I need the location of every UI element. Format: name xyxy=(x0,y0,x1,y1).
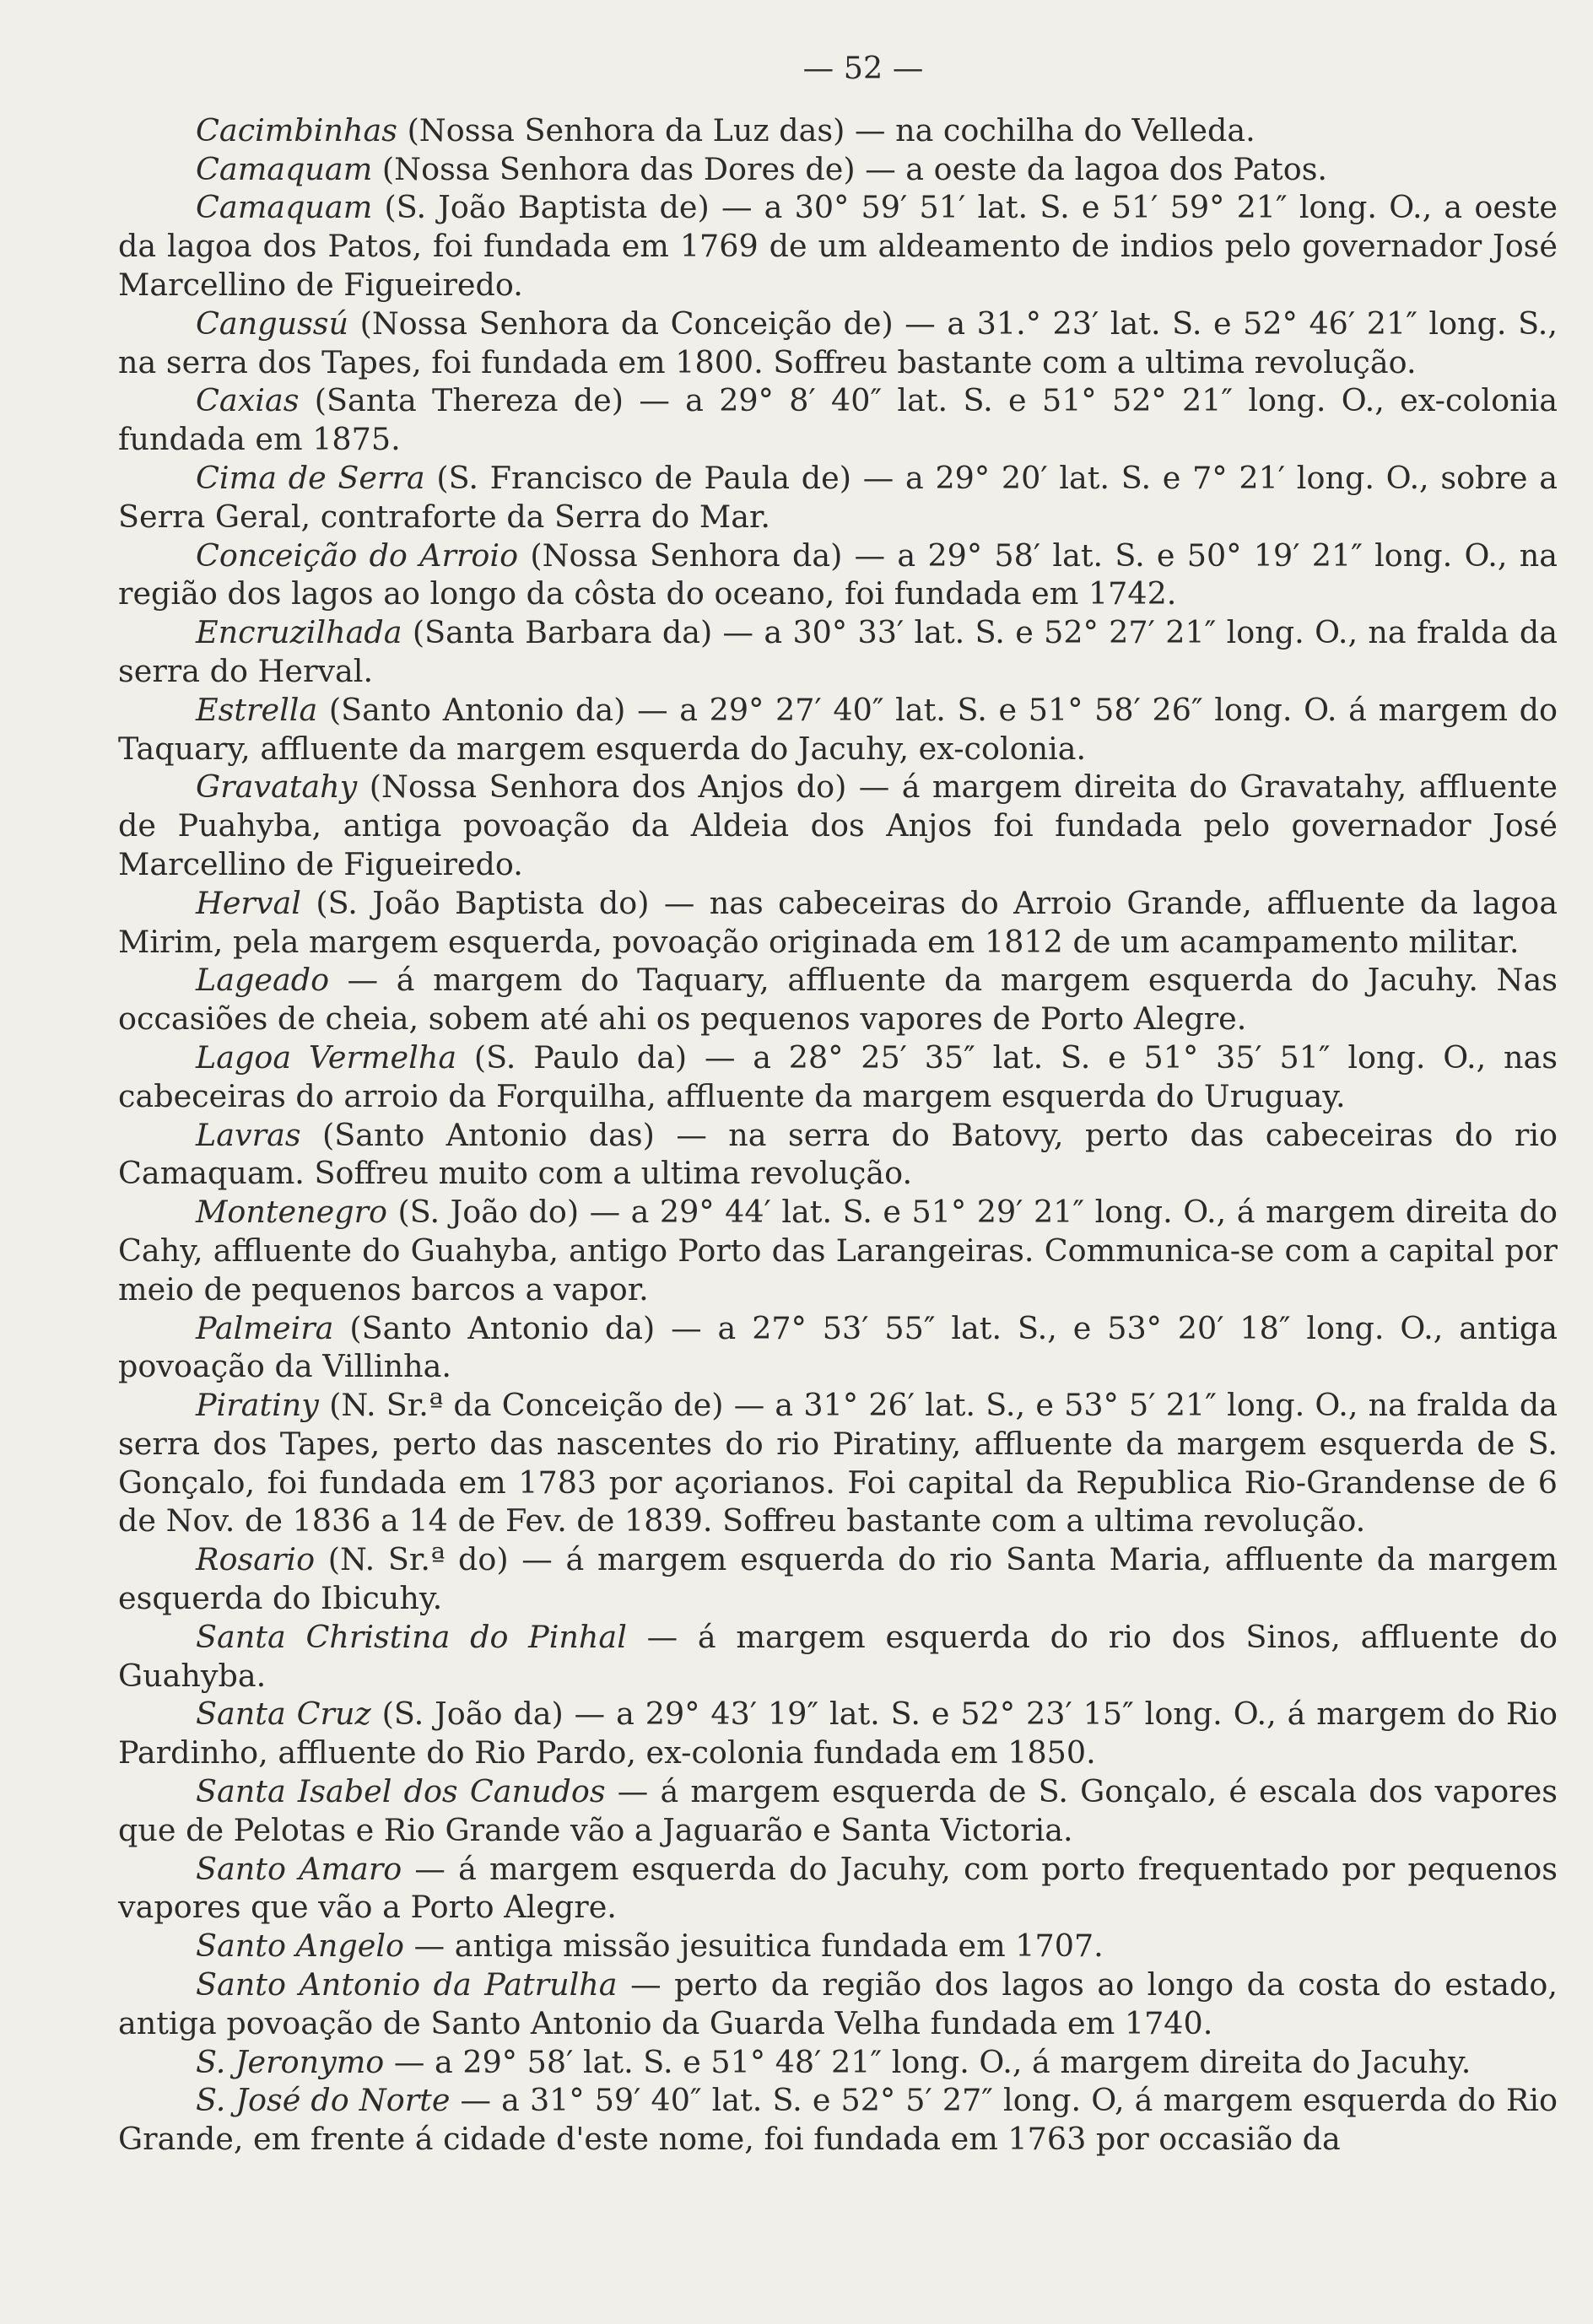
place-entry xyxy=(118,537,1558,614)
place-name: Rosario xyxy=(196,1541,316,1578)
place-name: Palmeira xyxy=(196,1309,334,1346)
place-name: Conceição do Arroio xyxy=(196,537,519,574)
place-entry xyxy=(118,1850,1558,1928)
place-description: (S. João Baptista de) — a 30° 59′ 51′ lat. S. e 51′ 59° 21″ long. O., a oeste da lagoa dos Patos, foi fundada em 1769 de um aldeamento de indios pelo governador José Marcellino de Figueiredo. xyxy=(118,189,1558,303)
place-description: — a 31° 59′ 40″ lat. S. e 52° 5′ 27″ long. O, á margem esquerda do Rio Grande, em frente á cidade d'este nome, foi fundada em 1763 por occasião da xyxy=(118,2082,1558,2158)
place-description: — á margem esquerda do rio dos Sinos, affluente do Guahyba. xyxy=(118,1618,1558,1694)
place-name: Santa Isabel dos Canudos xyxy=(196,1773,606,1810)
place-name: Cima de Serra xyxy=(196,459,425,496)
place-entry xyxy=(118,1695,1558,1772)
place-entry xyxy=(118,1038,1558,1116)
book-page xyxy=(118,49,1558,2159)
place-description: (Nossa Senhora da Luz das) — na cochilha do Velleda. xyxy=(397,111,1256,148)
place-entry xyxy=(118,111,1558,150)
place-name: Camaquam xyxy=(196,150,373,187)
place-name: S. José do Norte xyxy=(196,2082,451,2119)
place-name: S. Jeronymo xyxy=(196,2043,385,2080)
place-entry xyxy=(118,768,1558,883)
place-description: — á margem do Taquary, affluente da margem esquerda do Jacuhy. Nas occasiões de cheia, sobem até ahi os pequenos vapores de Porto Alegre. xyxy=(118,962,1558,1038)
place-entry xyxy=(118,613,1558,691)
place-name: Santo Angelo xyxy=(196,1928,404,1965)
place-name: Gravatahy xyxy=(196,768,358,806)
place-name: Lageado xyxy=(196,962,330,999)
place-entry xyxy=(118,1772,1558,1850)
place-description: (S. Paulo da) — a 28° 25′ 35″ lat. S. e 51° 35′ 51″ long. O., nas cabeceiras do arroio da Forquilha, affluente da margem esquerda do Uruguay. xyxy=(118,1038,1558,1114)
place-name: Piratiny xyxy=(196,1387,319,1424)
place-entry xyxy=(118,1618,1558,1696)
place-entry xyxy=(118,884,1558,962)
place-description: (Nossa Senhora das Dores de) — a oeste da lagoa dos Patos. xyxy=(372,150,1328,187)
place-name: Camaquam xyxy=(196,189,373,226)
place-description: (S. João da) — a 29° 43′ 19″ lat. S. e 52° 23′ 15″ long. O., á margem do Rio Pardinho, affluente do Rio Pardo, ex-colonia fundada em 1850. xyxy=(118,1696,1558,1771)
place-entry xyxy=(118,2043,1558,2082)
place-entry xyxy=(118,1540,1558,1618)
place-entry xyxy=(118,459,1558,537)
place-entry xyxy=(118,961,1558,1038)
place-entry xyxy=(118,1116,1558,1194)
place-entry xyxy=(118,1193,1558,1308)
place-name: Lavras xyxy=(196,1116,301,1153)
place-description: (Santa Thereza de) — a 29° 8′ 40″ lat. S. e 51° 52° 21″ long. O., ex-colonia fundada em 1875. xyxy=(118,382,1558,458)
place-name: Cangussú xyxy=(196,305,349,342)
place-description: (S. João do) — a 29° 44′ lat. S. e 51° 29′ 21″ long. O., á margem direita do Cahy, affluente do Guahyba, antigo Porto das Larangeiras. Communica-se com a capital por meio de pequenos barcos a vapor. xyxy=(118,1194,1558,1308)
place-name: Santo Antonio da Patrulha xyxy=(196,1966,618,2003)
place-description: (Nossa Senhora da Conceição de) — a 31.° 23′ lat. S. e 52° 46′ 21″ long. S., na serra dos Tapes, foi fundada em 1800. Soffreu bastante com a ultima revolução. xyxy=(118,305,1558,380)
place-description: (S. João Baptista do) — nas cabeceiras do Arroio Grande, affluente da lagoa Mirim, pela margem esquerda, povoação originada em 1812 de um acampamento militar. xyxy=(118,884,1558,960)
place-description: (Nossa Senhora da) — a 29° 58′ lat. S. e 50° 19′ 21″ long. O., na região dos lagos ao longo da côsta do oceano, foi fundada em 1742. xyxy=(118,537,1558,612)
place-name: Santa Christina do Pinhal xyxy=(196,1618,627,1655)
place-name: Santa Cruz xyxy=(196,1696,371,1733)
place-description: (Nossa Senhora dos Anjos do) — á margem direita do Gravatahy, affluente de Puahyba, antiga povoação da Aldeia dos Anjos foi fundada pelo governador José Marcellino de Figueiredo. xyxy=(118,768,1558,882)
place-description: — antiga missão jesuitica fundada em 1707. xyxy=(404,1928,1104,1965)
place-description: (Santo Antonio das) — na serra do Batovy, perto das cabeceiras do rio Camaquam. Soffreu muito com a ultima revolução. xyxy=(118,1116,1558,1192)
place-entry xyxy=(118,188,1558,304)
place-entry xyxy=(118,2081,1558,2159)
place-description: — perto da região dos lagos ao longo da costa do estado, antiga povoação de Santo Antonio da Guarda Velha fundada em 1740. xyxy=(118,1966,1558,2041)
place-name: Santo Amaro xyxy=(196,1850,402,1887)
place-name: Montenegro xyxy=(196,1194,388,1231)
gazetteer-entry-list xyxy=(118,111,1558,2159)
place-entry xyxy=(118,1927,1558,1965)
place-entry xyxy=(118,1965,1558,2043)
place-name: Caxias xyxy=(196,382,300,419)
place-description: (Santa Barbara da) — a 30° 33′ lat. S. e 52° 27′ 21″ long. O., na fralda da serra do Herval. xyxy=(118,614,1558,689)
place-description: (Santo Antonio da) — a 29° 27′ 40″ lat. S. e 51° 58′ 26″ long. O. á margem do Taquary, affluente da margem esquerda do Jacuhy, ex-colonia. xyxy=(118,691,1558,767)
place-name: Herval xyxy=(196,884,301,921)
place-description: — a 29° 58′ lat. S. e 51° 48′ 21″ long. O., á margem direita do Jacuhy. xyxy=(384,2043,1472,2080)
page-number: — 52 — xyxy=(802,50,924,86)
place-description: — á margem esquerda do Jacuhy, com porto frequentado por pequenos vapores que vão a Porto Alegre. xyxy=(118,1850,1558,1926)
place-entry xyxy=(118,1386,1558,1540)
place-name: Estrella xyxy=(196,691,318,728)
place-entry xyxy=(118,150,1558,189)
place-description: (N. Sr.ª da Conceição de) — a 31° 26′ lat. S., e 53° 5′ 21″ long. O., na fralda da serra dos Tapes, perto das nascentes do rio Piratiny, affluente da margem esquerda de S. Gonçalo, foi fundada em 1783 por açorianos. Foi capital da Republica Rio-Grandense de 6 de Nov. de 1836 a 14 de Fev. de 1839. Soffreu bastante com a ultima revolução. xyxy=(118,1387,1558,1539)
place-name: Lagoa Vermelha xyxy=(196,1038,457,1076)
place-description: (Santo Antonio da) — a 27° 53′ 55″ lat. S., e 53° 20′ 18″ long. O., antiga povoação da Villinha. xyxy=(118,1309,1558,1385)
place-entry xyxy=(118,1309,1558,1387)
place-name: Cacimbinhas xyxy=(196,111,397,148)
place-entry xyxy=(118,305,1558,382)
place-description: (S. Francisco de Paula de) — a 29° 20′ lat. S. e 7° 21′ long. O., sobre a Serra Geral, contraforte da Serra do Mar. xyxy=(118,459,1558,535)
place-description: (N. Sr.ª do) — á margem esquerda do rio Santa Maria, affluente da margem esquerda do Ibicuhy. xyxy=(118,1541,1558,1617)
place-entry xyxy=(118,691,1558,768)
place-description: — á margem esquerda de S. Gonçalo, é escala dos vapores que de Pelotas e Rio Grande vão a Jaguarão e Santa Victoria. xyxy=(118,1773,1558,1848)
place-name: Encruzilhada xyxy=(196,614,402,651)
place-entry xyxy=(118,381,1558,459)
